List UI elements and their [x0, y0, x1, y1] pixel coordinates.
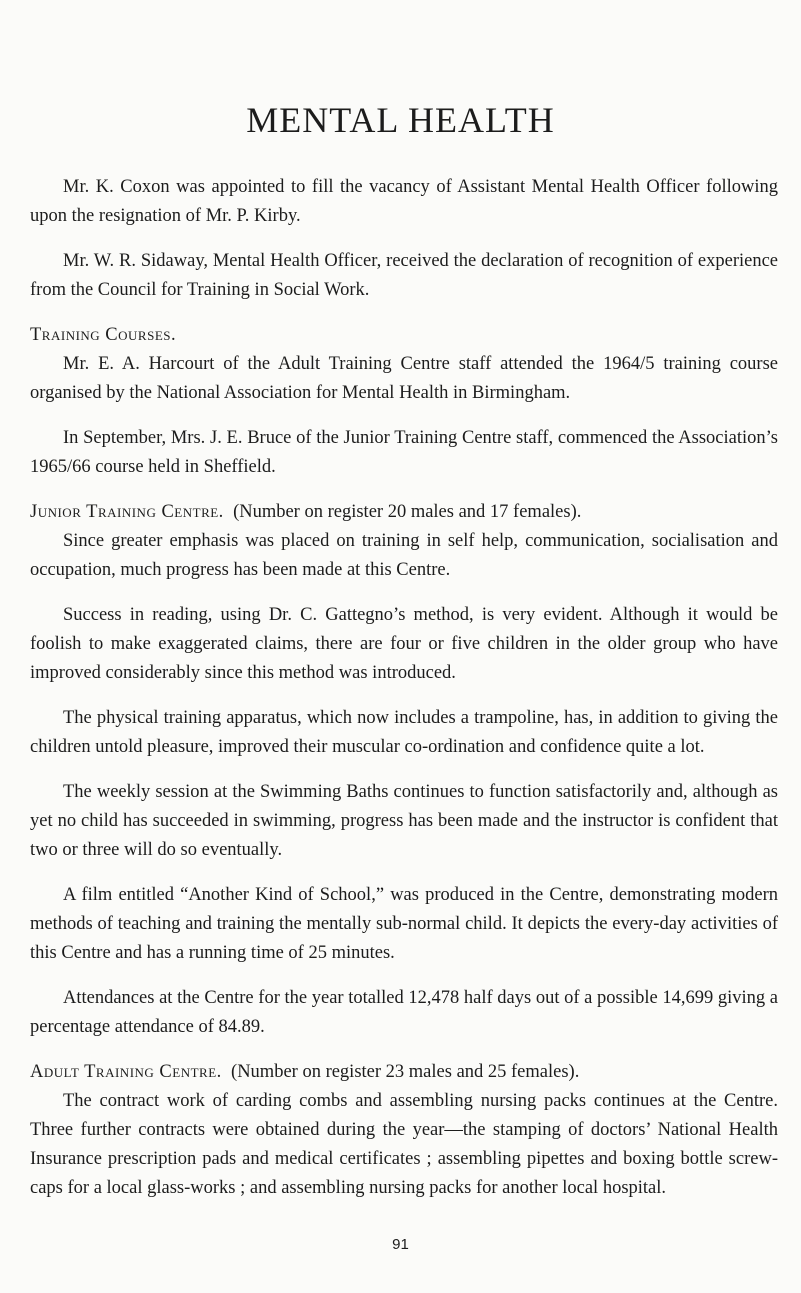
paragraph-bruce: In September, Mrs. J. E. Bruce of the Junior Training Centre staff, commenced the Association’s 1965/66 course held in Sheffield.: [30, 428, 778, 477]
paragraph-sidaway: Mr. W. R. Sidaway, Mental Health Officer, received the declaration of recognition of experience from the Council for Training in Social Work.: [30, 251, 778, 300]
section-heading-junior-training-centre: [30, 498, 778, 527]
document-body: [30, 173, 778, 1219]
adult-register-count: (Number on register 23 males and 25 females).: [231, 1062, 580, 1082]
page-title: MENTAL HEALTH: [246, 100, 555, 140]
section-heading-adult-training-centre: [30, 1058, 778, 1087]
paragraph-contract-work: The contract work of carding combs and assembling nursing packs continues at the Centre. Three further contracts were obtained during the year—the stamping of doctors’ National Health Insurance prescription pads and medical certificates ; assembling pipettes and boxing bottle screw-caps for a local glass-works ; and assembling nursing packs for another local hospital.: [30, 1091, 778, 1198]
junior-register-count: (Number on register 20 males and 17 females).: [233, 502, 582, 522]
page-number: 91: [392, 1236, 409, 1253]
paragraph-swimming: The weekly session at the Swimming Baths continues to function satisfactorily and, although as yet no child has succeeded in swimming, progress has been made and the instructor is confident that two or three will do so eventually.: [30, 782, 778, 860]
paragraph-emphasis: Since greater emphasis was placed on training in self help, communication, socialisation and occupation, much progress has been made at this Centre.: [30, 531, 778, 580]
adult-training-centre-heading: Adult Training Centre.: [30, 1062, 222, 1082]
paragraph-reading: Success in reading, using Dr. C. Gattegno’s method, is very evident. Although it would be foolish to make exaggerated claims, there are four or five children in the older group who have improved considerably since this method was introduced.: [30, 605, 778, 683]
junior-training-centre-heading: Junior Training Centre.: [30, 502, 224, 522]
training-courses-heading: Training Courses.: [30, 325, 177, 345]
paragraph-coxon: Mr. K. Coxon was appointed to fill the vacancy of Assistant Mental Health Officer following upon the resignation of Mr. P. Kirby.: [30, 177, 778, 226]
paragraph-harcourt: Mr. E. A. Harcourt of the Adult Training Centre staff attended the 1964/5 training course organised by the National Association for Mental Health in Birmingham.: [30, 354, 778, 403]
paragraph-attendance: Attendances at the Centre for the year totalled 12,478 half days out of a possible 14,699 giving a percentage attendance of 84.89.: [30, 988, 778, 1037]
section-heading-training-courses: [30, 321, 778, 350]
paragraph-film: A film entitled “Another Kind of School,” was produced in the Centre, demonstrating modern methods of teaching and training the mentally sub-normal child. It depicts the every-day activities of this Centre and has a running time of 25 minutes.: [30, 885, 778, 963]
paragraph-physical-training: The physical training apparatus, which now includes a trampoline, has, in addition to giving the children untold pleasure, improved their muscular co-ordination and confidence quite a lot.: [30, 708, 778, 757]
